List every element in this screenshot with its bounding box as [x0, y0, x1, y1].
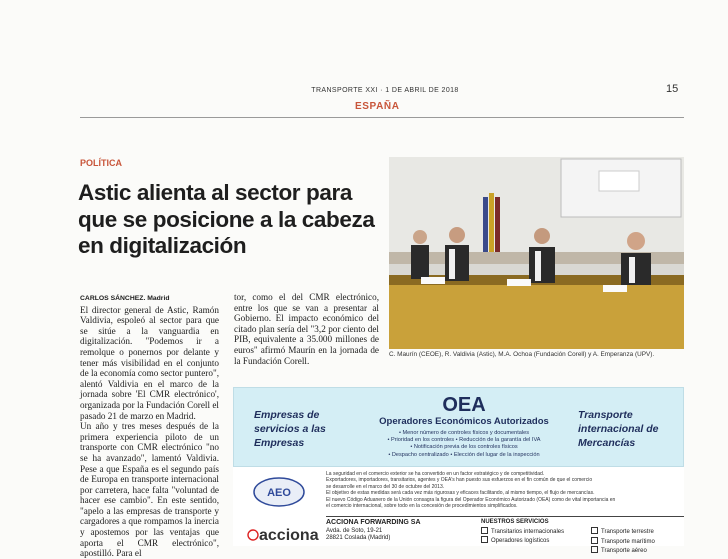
company-address-1: Avda. de Soto, 19-21 — [326, 527, 383, 534]
oea-advertisement — [233, 387, 684, 555]
article-paragraph-2: Un año y tres meses después de la primera experiencia piloto de un transporte con CMR electrónico "no se ha avanzado", lamentó Valdivia. Pese a que España es el segundo país de Europa en transporte internacional por carretera, hace falta "voluntad de hacer ese cambio". En este sentido, "apelo a las empresas de transporte y cargadores a que rompamos la inercia y apostemos por las ventajas que aporta el CMR electrónico", apostilló. Para el — [80, 421, 219, 559]
ad-bullet: • Despacho centralizado • Elección del lugar de la inspección — [388, 451, 540, 458]
ad-body-line: El objetivo de estas medidas será cada vez más rigurosas y eficaces facilitando, al mismo tiempo, el flujo de mercancías. — [326, 490, 595, 497]
company-name: ACCIONA FORWARDING SA — [326, 519, 421, 526]
article-column-1 — [80, 292, 219, 559]
article-column-2 — [234, 292, 379, 366]
ad-body-line: Exportadores, importadores, transitarios, agentes y OEA's han puesto sus esfuerzos en el fin común de que el comercio — [326, 477, 593, 484]
service-item: Transporte aéreo — [601, 548, 647, 555]
article-rubric: POLÍTICA — [80, 158, 122, 168]
service-item: Transporte marítimo — [601, 538, 655, 545]
header-rule — [80, 117, 684, 118]
ad-bullet: • Prioridad en los controles • Reducción de la garantía del IVA — [387, 437, 541, 444]
ad-body-line: El nuevo Código Aduanero de la Unión consagra la figura del Operador Económico Autorizado (OEA) como de vital importancia en — [326, 496, 616, 503]
ad-bullet: • Notificación previa de los controles físicos — [410, 444, 518, 451]
ad-banner — [233, 387, 684, 467]
checkbox-icon — [481, 536, 488, 543]
checkbox-icon — [591, 546, 598, 553]
ad-body-line: se desarrolle en el marco del 30 de octubre del 2013. — [326, 483, 445, 490]
ad-bullet: • Menor número de controles físicos y documentales — [398, 430, 530, 436]
services-heading: NUESTROS SERVICIOS — [481, 519, 549, 525]
ad-divider — [326, 516, 684, 517]
service-item: Operadores logísticos — [491, 538, 550, 545]
ad-body-line: La seguridad en el comercio exterior se ha convertido en un factor estratégico y de competitividad. — [326, 471, 545, 477]
services-column-2 — [591, 527, 683, 556]
aeo-logo-icon — [253, 477, 305, 507]
ad-title: OEA — [442, 394, 486, 416]
article-headline: Astic alienta al sector para que se posicione a la cabeza en digitalización — [78, 180, 375, 258]
company-address-2: 28821 Coslada (Madrid) — [326, 535, 391, 542]
publication-header: TRANSPORTE XXI · 1 DE ABRIL DE 2018 — [311, 87, 459, 94]
service-item: Transitarios internacionales — [491, 528, 565, 535]
article-paragraph-3: tor, como el del CMR electrónico, entre los que se van a presentar al Gobierno. El impacto económico del citado plan sería del "3,2 por ciento del PIB, equivalente a 35.000 millones de euros" afirmó Maurín en la jornada de la Fundación Corell. — [234, 292, 379, 366]
article-byline: CARLOS SÁNCHEZ. Madrid — [80, 295, 170, 302]
ad-left-heading: Empresas de servicios a las Empresas — [254, 409, 326, 449]
article-photo — [389, 157, 684, 349]
ad-subtitle: Operadores Económicos Autorizados — [379, 416, 549, 427]
page-number: 15 — [666, 83, 679, 95]
checkbox-icon — [591, 537, 598, 544]
ad-center-block — [356, 394, 572, 459]
ad-body-text — [326, 471, 682, 509]
service-item: Transporte terrestre — [601, 529, 654, 535]
article-paragraph-1: El director general de Astic, Ramón Valdivia, espoleó al sector para que se sitúe a la vanguardia en digitalización. "Podemos ir a remolque o ponernos por delante y tener más visibilidad en el conjunto de la economía como sector puntero", alentó Valdivia en el marco de la jornada sobre 'El CMR electrónico', organizada por la Fundación Corell el pasado 21 de marzo en Madrid. — [80, 304, 219, 421]
ad-body-line: el comercio internacional, sobre todo en la concesión de procedimientos simplificados. — [326, 503, 518, 510]
panel-photo-image — [389, 157, 684, 349]
checkbox-icon — [481, 527, 488, 534]
ad-right-heading: Transporte internacional de Mercancías — [578, 409, 659, 449]
aeo-logo-text: AEO — [267, 487, 291, 499]
photo-caption: C. Maurín (CEOE), R. Valdivia (Astic), M.A. Ochoa (Fundación Corell) y A. Emperanza (UPV). — [389, 351, 655, 358]
section-label: ESPAÑA — [355, 101, 400, 112]
services-column-1 — [481, 519, 591, 546]
checkbox-icon — [591, 527, 598, 534]
acciona-logo-text: acciona — [259, 527, 319, 544]
company-details — [326, 519, 476, 543]
